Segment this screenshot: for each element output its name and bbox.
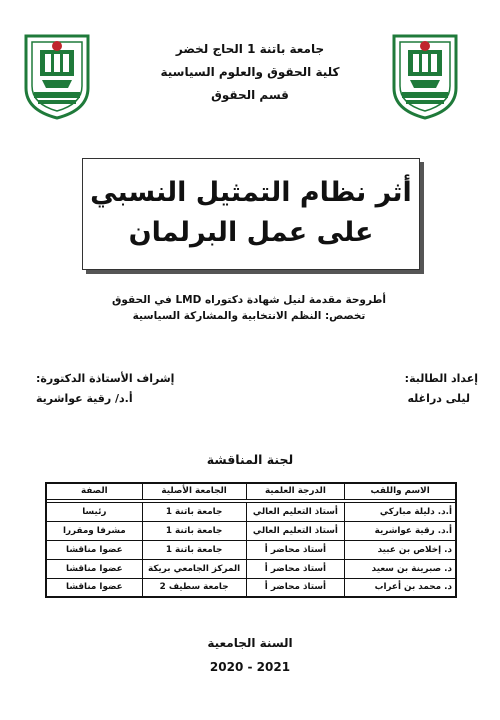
member-university: جامعة باتنة 1 [142, 521, 246, 540]
member-rank: أستاذ محاضر أ [246, 540, 345, 559]
academic-year-label: السنة الجامعية [207, 636, 293, 650]
member-university: المركز الجامعي بريكة [142, 559, 246, 578]
header-university: الجامعة الأصلية [142, 483, 246, 499]
thesis-degree: أطروحة مقدمة لنيل شهادة دكتوراه LMD في الحقوق [112, 294, 386, 306]
table-row [46, 559, 456, 578]
member-name: أ.د. رقية عواشرية [345, 521, 456, 540]
header-name: الاسم واللقب [345, 483, 456, 499]
thesis-title-box [82, 158, 420, 270]
thesis-title-line2: على عمل البرلمان [128, 217, 374, 248]
member-role: عضوا مناقشا [46, 578, 142, 597]
member-rank: أستاذ محاضر أ [246, 578, 345, 597]
table-row [46, 540, 456, 559]
member-rank: أستاذ التعليم العالي [246, 521, 345, 540]
member-rank: أستاذ التعليم العالي [246, 502, 345, 521]
table-row [46, 578, 456, 597]
table-row [46, 521, 456, 540]
member-university: جامعة باتنة 1 [142, 502, 246, 521]
student-name: ليلى دراغله [407, 392, 470, 405]
academic-year-value: 2020 - 2021 [209, 660, 291, 674]
table-row [46, 502, 456, 521]
supervisor-label: إشراف الأستاذة الدكتورة: [36, 372, 175, 385]
header [120, 38, 380, 107]
member-name: أ.د. دليلة مباركي [345, 502, 456, 521]
thesis-description [100, 292, 398, 324]
supervisor-name: أ.د/ رقية عواشرية [36, 392, 133, 405]
member-role: مشرفا ومقررا [46, 521, 142, 540]
member-rank: أستاذ محاضر أ [246, 559, 345, 578]
member-role: عضوا مناقشا [46, 540, 142, 559]
university-logo-right [386, 30, 464, 120]
student-label: إعداد الطالبة: [404, 372, 478, 385]
thesis-title-line1: أثر نظام التمثيل النسبي [90, 177, 412, 208]
committee-table-header [46, 483, 456, 499]
university-name: جامعة باتنة 1 الحاج لخضر [175, 42, 325, 56]
member-university: جامعة سطيف 2 [142, 578, 246, 597]
member-name: د. إخلاص بن عبيد [345, 540, 456, 559]
member-name: د. محمد بن أعراب [345, 578, 456, 597]
member-role: رئيسا [46, 502, 142, 521]
member-name: د. صبرينة بن سعيد [345, 559, 456, 578]
committee-table [45, 482, 457, 598]
university-logo-left [18, 30, 96, 120]
committee-title: لجنة المناقشة [206, 452, 294, 467]
header-rank: الدرجة العلمية [246, 483, 345, 499]
thesis-specialty: تخصص: النظم الانتخابية والمشاركة السياسية [132, 310, 366, 322]
faculty-name: كلية الحقوق والعلوم السياسية [160, 65, 340, 79]
member-university: جامعة باتنة 1 [142, 540, 246, 559]
department-name: قسم الحقوق [211, 88, 289, 102]
header-role: الصفة [46, 483, 142, 499]
member-role: عضوا مناقشا [46, 559, 142, 578]
